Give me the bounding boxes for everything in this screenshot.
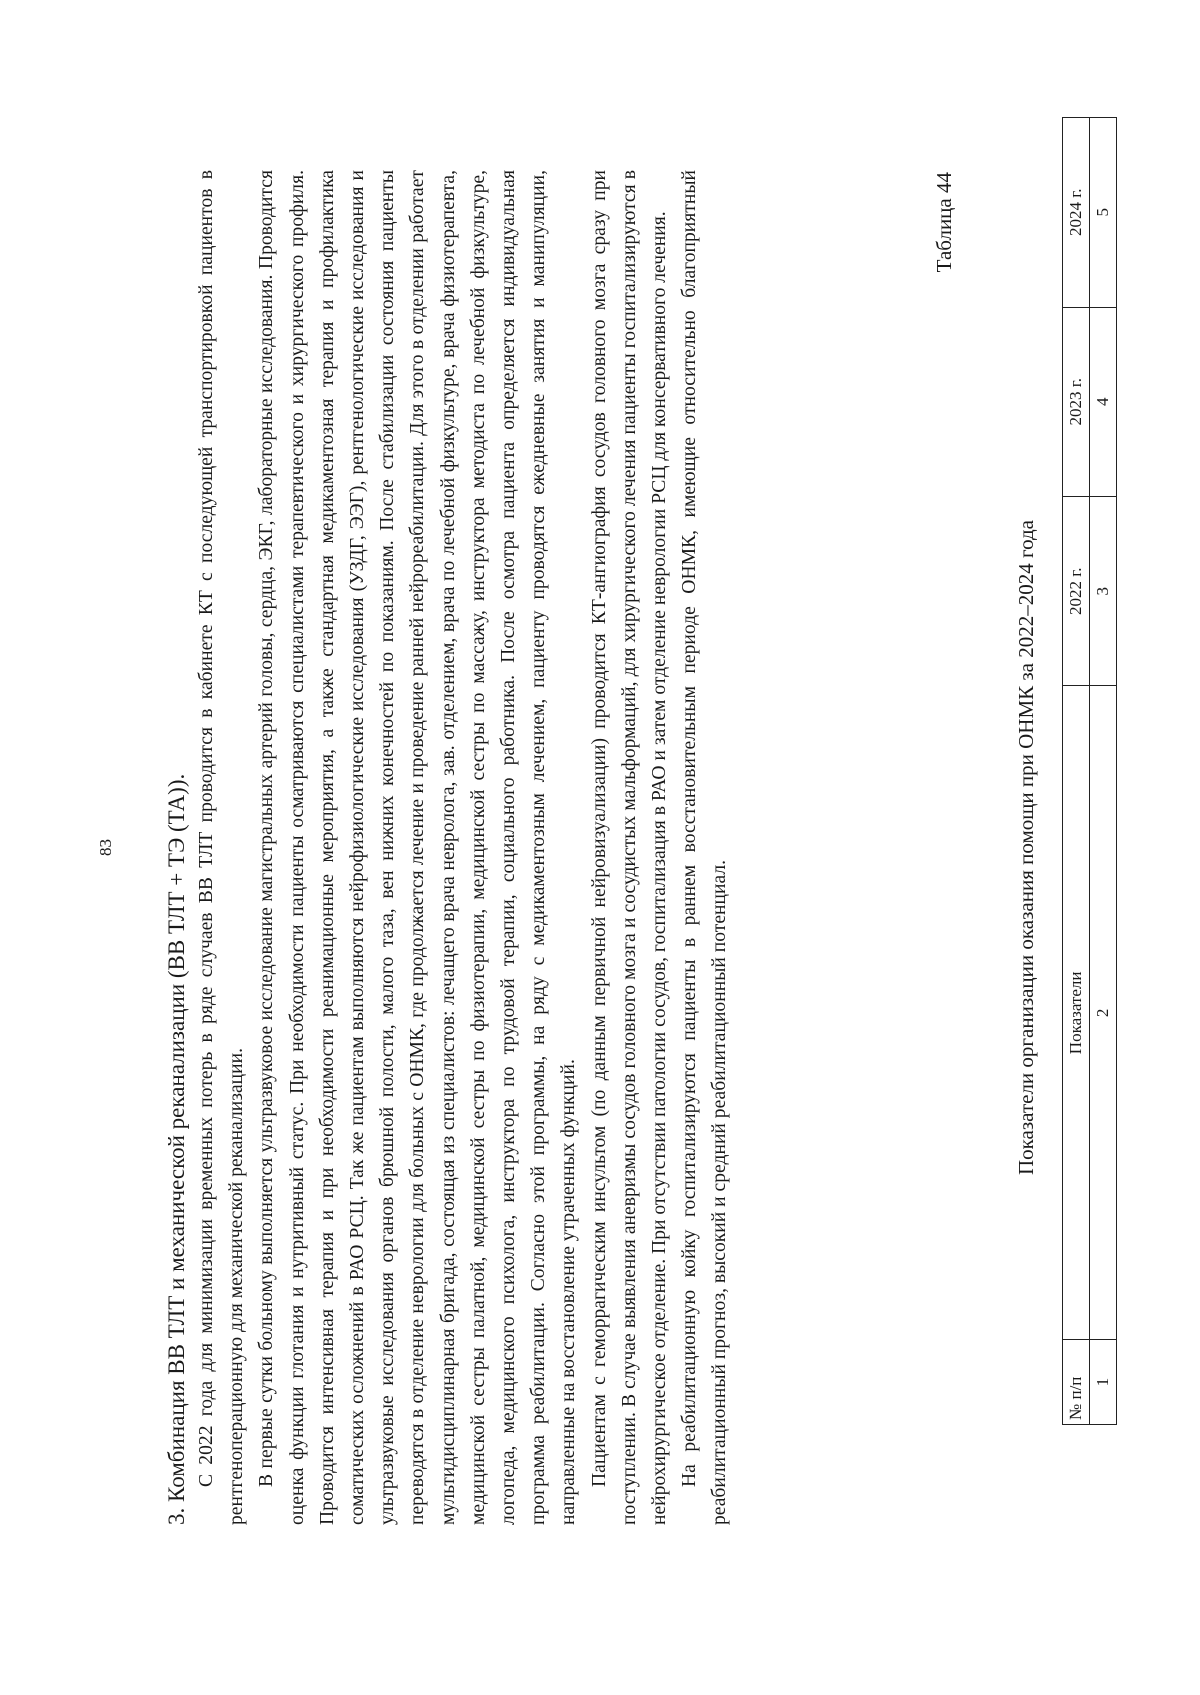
table-header-row [1063,118,1090,1425]
index-cell-4: 4 [1090,307,1117,496]
index-cell-3: 3 [1090,496,1117,685]
header-cell-2023: 2023 г. [1063,307,1090,496]
table-title: Показатели организации оказания помощи при ОНМК за 2022–2024 года [1014,520,1038,1175]
header-cell-number: № п/п [1063,1340,1090,1425]
paragraph-ct-tlt: С 2022 года для минимизации временных потерь в ряде случаев ВВ ТЛТ проводится в кабинете КТ с последующей транспортировкой пациентов в рентгеноперационную для механической реканализации. [196,170,248,1525]
header-cell-2024: 2024 г. [1063,118,1090,308]
index-cell-2: 2 [1090,686,1117,1340]
header-cell-indicators: Показатели [1063,686,1090,1340]
body-text [162,170,736,1525]
paragraph-first-day: В первые сутки больному выполняется ультразвуковое исследование магистральных артерий головы, сердца, ЭКГ, лабораторные исследования. Проводится оценка функции глотания и нутритивный статус. При необходимости пациенты осматриваются специалистами терапевтического и хирургического профиля. Проводится интенсивная терапия и при необходимости реанимационные мероприятия, а также стандартная медикаментозная терапия и профилактика соматических осложнений в РАО РСЦ. Так же пациентам выполняются нейрофизиологические исследования (УЗДГ, ЭЭГ), рентгенологические исследования и ультразвуковые исследования органов брюшной полости, малого таза, вен нижних конечностей по показаниям. После стабилизации состояния пациенты переводятся в отделение неврологии для больных с ОНМК, где продолжается лечение и проведение ранней нейрореабилитации. Для этого в отделении работает мультидисциплинарная бригада, состоящая из специалистов: лечащего врача невролога, зав. отделением, врача по лечебной физкультуре, врача физиотерапевта, медицинской сестры палатной, медицинской сестры по физиотерапии, медицинской сестры по массажу, инструктора методиста по лечебной физкультуре, логопеда, медицинского психолога, инструктора по трудовой терапии, социального работника. После осмотра пациента определяется индивидуальная программа реабилитации. Согласно этой программы, на ряду с медикаментозным лечением, пациенту проводятся ежедневные занятия и манипуляции, направленные на восстановление утраченных функций. [256,170,580,1525]
header-cell-2022: 2022 г. [1063,496,1090,685]
table-number: Таблица 44 [932,172,956,273]
paragraph-hemorrhagic-stroke: Пациентам с геморрагическим инсультом (по данным первичной нейровизуализации) проводится КТ-ангиография сосудов головного мозга сразу при поступлении. В случае выявления аневризмы сосудов головного мозга и сосудистых мальформаций, для хирургического лечения пациенты госпитализируются в нейрохирургическое отделение. При отсутствии патологии сосудов, госпитализация в РАО и затем отделение неврологии РСЦ для консервативного лечения. [588,170,671,1525]
page-number: 83 [96,839,115,856]
index-cell-1: 1 [1090,1340,1117,1425]
indicators-table [1062,117,1117,1425]
paragraph-rehabilitation-bed: На реабилитационную койку госпитализируются пациенты в раннем восстановительным периоде ОНМК, имеющие относительно благоприятный реабилитационный прогноз, высокий и средний реабилитационный потенциал. [679,170,731,1525]
paragraph-combination-heading: 3. Комбинация ВВ ТЛТ и механической реканализации (ВВ ТЛТ + ТЭ (ТА)). [164,773,189,1525]
table-row [1090,118,1117,1425]
index-cell-5: 5 [1090,118,1117,308]
